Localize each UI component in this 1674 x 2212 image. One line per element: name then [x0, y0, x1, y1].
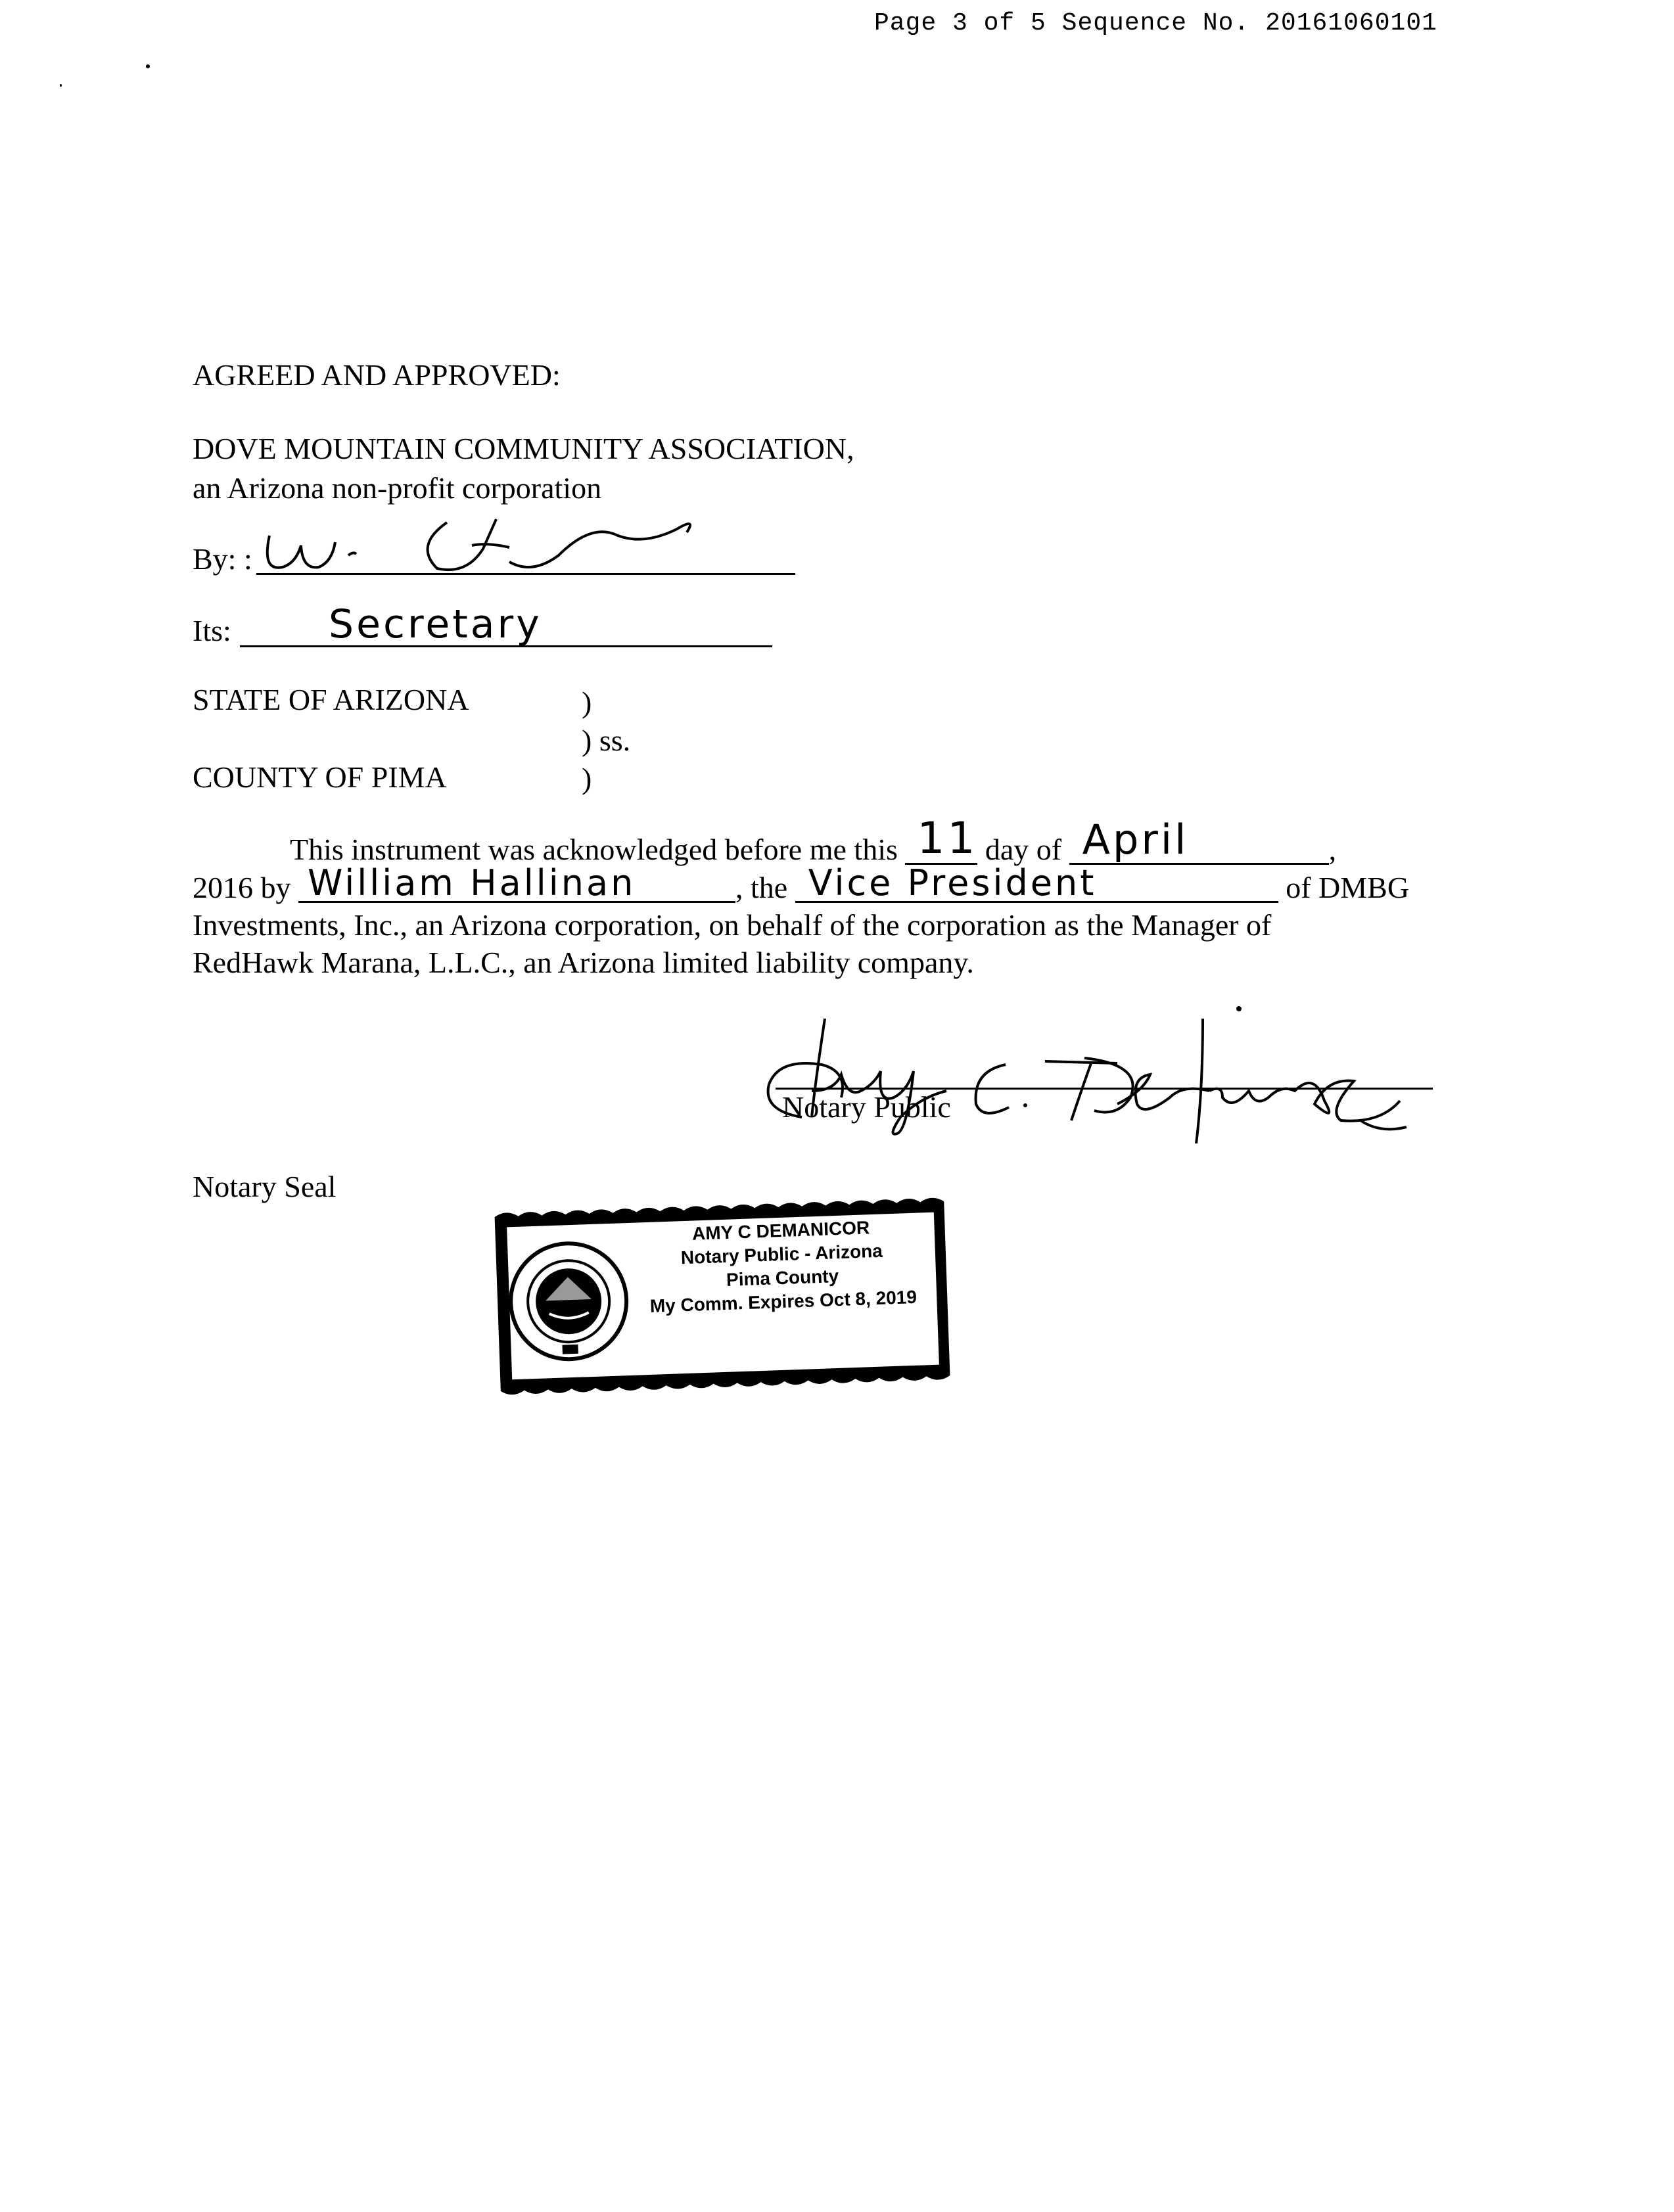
its-handwritten-title: Secretary [329, 601, 542, 647]
stamp-notary-name: AMY C DEMANICOR [691, 1217, 870, 1244]
by-label: By: : [193, 542, 252, 576]
venue-bracket: ) [582, 762, 592, 795]
signer-title-handwritten: Vice President [808, 862, 1097, 904]
ack-text: 2016 by [193, 871, 291, 904]
acknowledgment-line-2 [193, 862, 1466, 904]
stamp-county: Pima County [726, 1266, 839, 1290]
its-label: Its: [193, 614, 231, 647]
day-blank [905, 813, 978, 865]
notary-public-label: Notary Public [782, 1090, 951, 1124]
notary-seal-label: Notary Seal [193, 1170, 337, 1203]
county-venue: COUNTY OF PIMA [193, 760, 447, 794]
notary-stamp [490, 1196, 956, 1396]
notary-signature [749, 992, 1413, 1143]
acknowledgment-line-4 [193, 948, 1466, 978]
stamp-text [620, 1213, 945, 1319]
acknowledgment-line-1 [193, 813, 1466, 866]
ack-text: RedHawk Marana, L.L.C., an Arizona limited liability company. [193, 946, 974, 979]
acknowledgment-line-3 [193, 910, 1466, 940]
signer-title-blank [795, 862, 1278, 904]
organization-description: an Arizona non-profit corporation [193, 471, 602, 505]
signer-name-blank [298, 862, 735, 904]
ack-text: Investments, Inc., an Arizona corporation, on behalf of the corporation as the Manager of [193, 908, 1272, 942]
ack-text: This instrument was acknowledged before me this [290, 833, 898, 866]
secretary-signature [250, 509, 710, 582]
day-handwritten: 11 [917, 813, 978, 864]
page-header: Page 3 of 5 Sequence No. 20161060101 [874, 9, 1437, 37]
stamp-expiration: My Comm. Expires Oct 8, 2019 [649, 1286, 918, 1317]
ack-text: , the [735, 871, 788, 904]
venue-ss: ) ss. [582, 724, 631, 757]
stamp-notary-title: Notary Public - Arizona [680, 1240, 883, 1268]
month-blank [1069, 816, 1329, 865]
ack-text: of DMBG [1286, 871, 1410, 904]
scan-speck [146, 64, 150, 68]
approval-heading: AGREED AND APPROVED: [193, 358, 561, 392]
ack-text: day of [985, 833, 1062, 866]
ack-text: , [1328, 833, 1337, 866]
scan-speck [60, 84, 62, 87]
month-handwritten: April [1082, 816, 1189, 864]
organization-name: DOVE MOUNTAIN COMMUNITY ASSOCIATION, [193, 432, 854, 465]
signer-name-handwritten: William Hallinan [308, 862, 636, 904]
venue-bracket: ) [582, 685, 592, 719]
state-venue: STATE OF ARIZONA [193, 683, 469, 716]
